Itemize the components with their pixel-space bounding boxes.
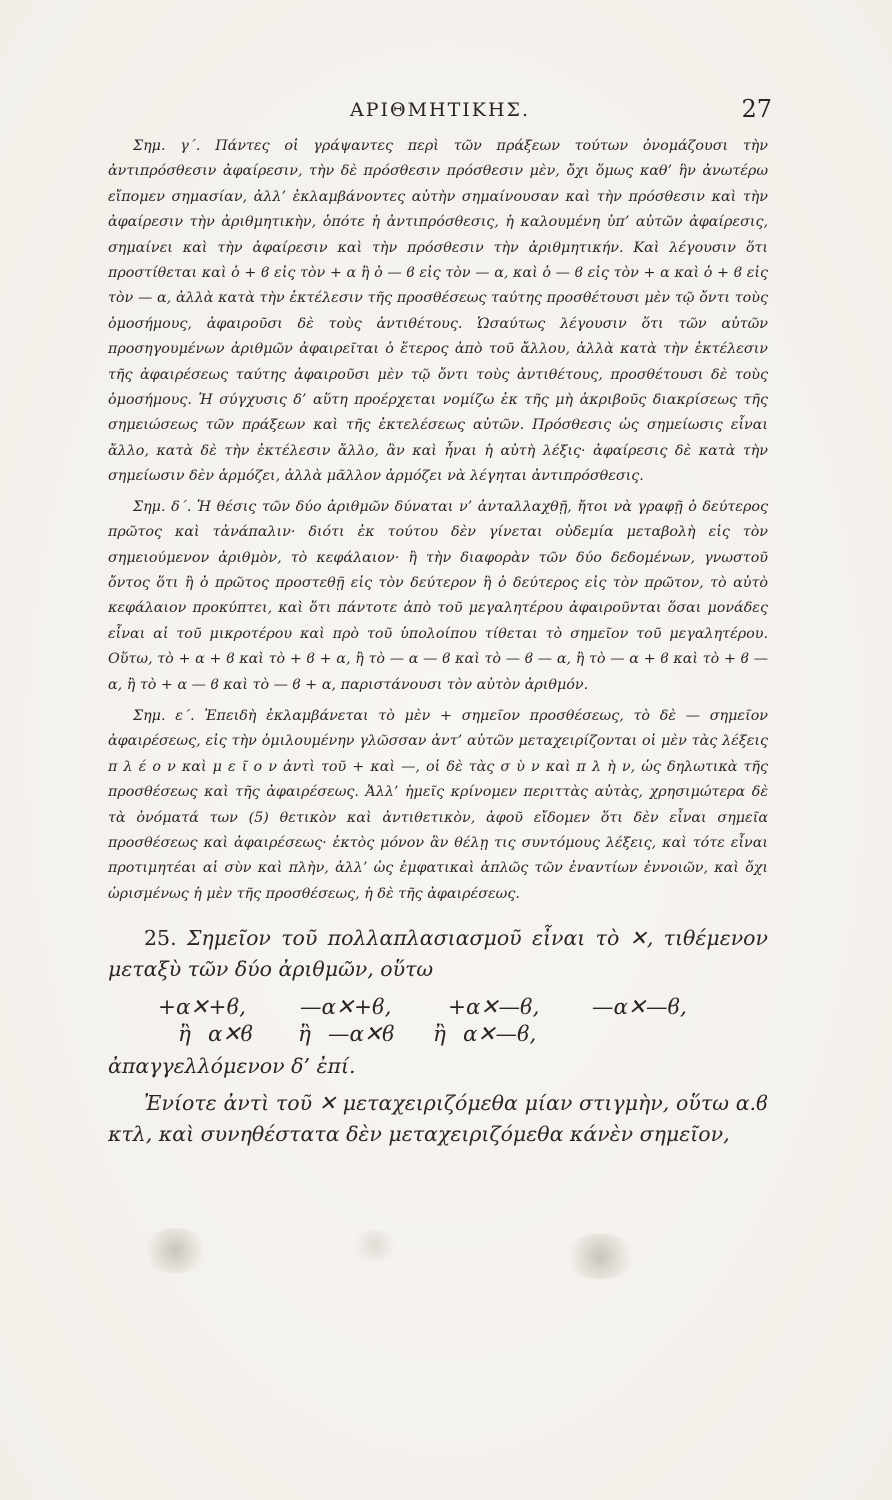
formula-connector: ἢ: [298, 1022, 311, 1048]
ink-smudge: [350, 1230, 400, 1260]
formula: +α✕—ϐ,: [448, 995, 540, 1021]
formula-connector: ἢ: [433, 1022, 446, 1048]
after-formulas-text: ἀπαγγελλόμενον δ’ ἐπί.: [108, 1054, 356, 1079]
ink-smudge: [560, 1234, 640, 1279]
formula: —α✕+ϐ,: [300, 995, 392, 1021]
notes-block: [108, 134, 768, 907]
note-epsilon: Σημ. ε΄. Ἐπειδὴ ἐκλαμβάνεται τὸ μὲν + σημεῖον προσθέσεως, τὸ δὲ — σημεῖον ἀφαιρέσεως, εἰς τὴν ὁμιλουμένην γλῶσσαν ἀντ’ αὐτῶν μεταχειρίζονται οἱ μὲν τὰς λέξεις π λ έ ο ν καὶ μ ε ῖ ο ν ἀντὶ τοῦ + καὶ —, οἱ δὲ τὰς σ ὺ ν καὶ π λ ὴ ν, ὡς δηλωτικὰ τῆς προσθέσεως καὶ τῆς ἀφαιρέσεως. Ἀλλ’ ἡμεῖς κρίνομεν περιττὰς αὐτὰς, χρησιμώτερα δὲ τὰ ὀνόματά των (5) θετικὸν καὶ ἀντιθετικὸν, ἀφοῦ εἴδομεν ὅτι δὲν εἶναι σημεῖα προσθέσεως καὶ ἀφαιρέσεως· ἐκτὸς μόνον ἂν θέλῃ τις συντόμους λέξεις, καὶ τότε εἶναι προτιμητέαι αἱ σὺν καὶ πλὴν, ἀλλ’ ὡς ἐμφατικαὶ ἁπλῶς τῶν ἐναντίων ἐννοιῶν, καὶ ὄχι ὡρισμένως ἡ μὲν τῆς προσθέσεως, ἡ δὲ τῆς ἀφαιρέσεως.: [108, 707, 768, 902]
ink-smudge: [140, 1228, 210, 1273]
section-number: 25.: [144, 926, 177, 951]
running-title: ΑΡΙΘΜΗΤΙΚΗΣ.: [349, 99, 531, 121]
formula-row-2: [108, 1022, 768, 1047]
note-delta: Σημ. δ΄. Ἡ θέσις τῶν δύο ἀριθμῶν δύναται ν’ ἀνταλλαχθῇ, ἤτοι νὰ γραφῇ ὁ δεύτερος πρῶτος καὶ τἀνάπαλιν· διότι ἐκ τούτου δὲν γίνεται οὐδεμία μεταβολὴ εἰς τὸν σημειούμενον ἀριθμὸν, τὸ κεφάλαιον· ἢ τὴν διαφορὰν τῶν δύο δεδομένων, γνωστοῦ ὄντος ὅτι ἢ ὁ πρῶτος προστεθῇ εἰς τὸν δεύτερον ἢ ὁ δεύτερος εἰς τὸν πρῶτον, τὸ αὐτὸ κεφάλαιον προκύπτει, καὶ ὅτι πάντοτε ἀπὸ τοῦ μεγαλητέρου ἀφαιροῦνται ὅσαι μονάδες εἶναι αἱ τοῦ μικροτέρου καὶ πρὸ τοῦ ὑπολοίπου τίθεται τὸ σημεῖον τοῦ μεγαλητέρου. Οὕτω, τὸ + α + ϐ καὶ τὸ + ϐ + α, ἢ τὸ — α — ϐ καὶ τὸ — ϐ — α, ἢ τὸ — α + ϐ καὶ τὸ + ϐ — α, ἢ τὸ + α — ϐ καὶ τὸ — ϐ + α, παριστάνουσι τὸν αὐτὸν ἀριθμόν.: [108, 498, 768, 693]
formula: α✕—ϐ,: [463, 1022, 537, 1048]
formula-connector: ἢ: [178, 1022, 191, 1048]
page-number: 27: [741, 95, 772, 123]
next-paragraph: Ἐνίοτε ἀντὶ τοῦ ✕ μεταχειριζόμεθα μίαν στιγμὴν, οὕτω α.ϐ κτλ, καὶ συνηθέστατα δὲν μεταχειριζόμεθα κάνὲν σημεῖον,: [108, 1091, 768, 1147]
formula: —α✕ϐ: [328, 1022, 395, 1048]
formula: +α✕+ϐ,: [158, 995, 246, 1021]
section-text: Σημεῖον τοῦ πολλαπλασιασμοῦ εἶναι τὸ ✕, τιθέμενον μεταξὺ τῶν δύο ἀριθμῶν, οὕτω: [108, 926, 768, 982]
formula: α✕ϐ: [208, 1022, 254, 1048]
page-body: [108, 134, 768, 1150]
section-25: [108, 923, 768, 1150]
section-paragraph: [108, 923, 768, 985]
note-gamma: Σημ. γ΄. Πάντες οἱ γράψαντες περὶ τῶν πράξεων τούτων ὀνομάζουσι τὴν ἀντιπρόσθεσιν ἀφαίρεσιν, τὴν δὲ πρόσθεσιν πρόσθεσιν μὲν, ὄχι ὅμως καθ’ ἣν ἀνωτέρω εἴπομεν σημασίαν, ἀλλ’ ἐκλαμβάνοντες αὐτὴν σημαίνουσαν καὶ τὴν πρόσθεσιν καὶ τὴν ἀφαίρεσιν τὴν ἀριθμητικὴν, ὁπότε ἡ ἀντιπρόσθεσις, ἡ καλουμένη ὑπ’ αὐτῶν ἀφαίρεσις, σημαίνει καὶ τὴν ἀφαίρεσιν καὶ τὴν πρόσθεσιν τὴν ἀριθμητικήν. Καὶ λέγουσιν ὅτι προστίθεται καὶ ὁ + ϐ εἰς τὸν + α ἢ ὁ — ϐ εἰς τὸν — α, καὶ ὁ — ϐ εἰς τὸν + α καὶ ὁ + ϐ εἰς τὸν — α, ἀλλὰ κατὰ τὴν ἐκτέλεσιν τῆς προσθέσεως ταύτης προσθέτουσι μὲν τῷ ὄντι τοὺς ὁμοσήμους, ἀφαιροῦσι δὲ τοὺς ἀντιθέτους. Ὡσαύτως λέγουσιν ὅτι τῶν αὐτῶν προσηγουμένων ἀριθμῶν ἀφαιρεῖται ὁ ἕτερος ἀπὸ τοῦ ἄλλου, ἀλλὰ κατὰ τὴν ἐκτέλεσιν τῆς ἀφαιρέσεως ταύτης ἀφαιροῦσι μὲν τῷ ὄντι τοὺς ἀντιθέτους, προσθέτουσι δὲ τοὺς ὁμοσήμους. Ἡ σύγχυσις δ’ αὕτη προέρχεται νομίζω ἐκ τῆς μὴ ἀκριβοῦς διακρίσεως τῆς σημειώσεως τῶν πράξεων καὶ τῆς ἐκτελέσεως αὐτῶν. Πρόσθεσις ὡς σημείωσις εἶναι ἄλλο, κατὰ δὲ τὴν ἐκτέλεσιν ἄλλο, ἂν καὶ ἦναι ἡ αὐτὴ λέξις· ἀφαίρεσις δὲ κατὰ τὴν σημείωσιν δὲν ἁρμόζει, ἀλλὰ μᾶλλον ἁρμόζει νὰ λέγηται ἀντιπρόσθεσις.: [108, 138, 768, 485]
formula-row-1: [108, 995, 768, 1020]
formula: —α✕—ϐ,: [592, 995, 687, 1021]
page-header: [108, 95, 772, 125]
